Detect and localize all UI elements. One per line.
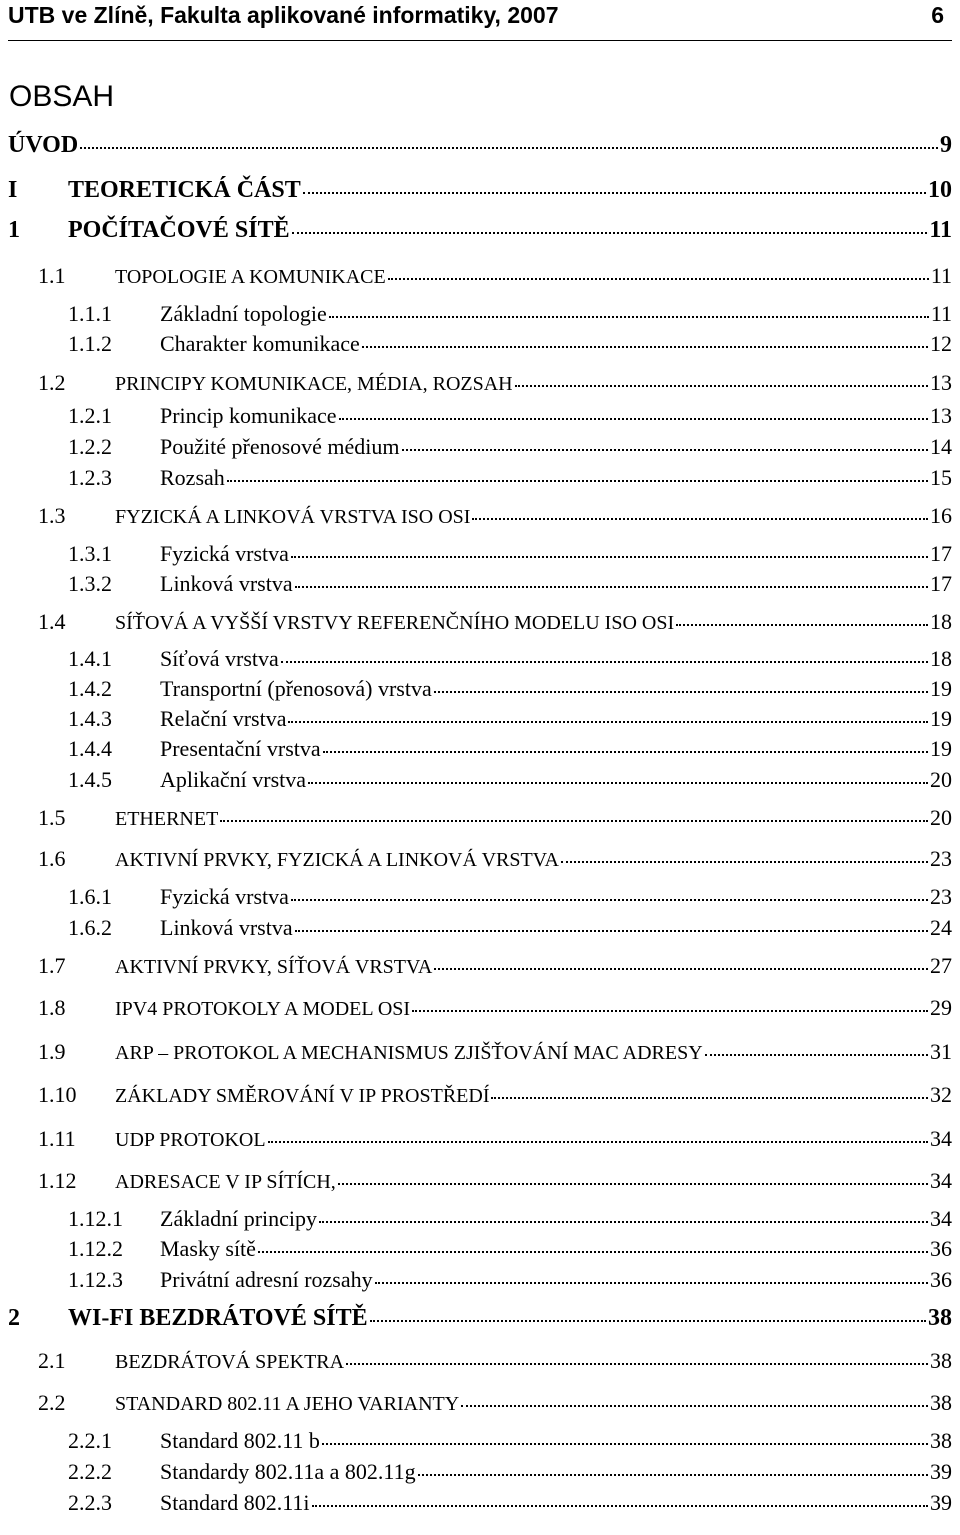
- dot-leader: [281, 661, 928, 663]
- toc-entry-number: 1.4.2: [68, 676, 112, 701]
- dot-leader: [323, 751, 928, 753]
- toc-entry-title: TOPOLOGIE A KOMUNIKACE: [115, 266, 386, 288]
- toc-entry-page: 27: [930, 953, 952, 978]
- toc-entry[interactable]: [0, 1235, 952, 1263]
- toc-entry-number: 1: [8, 217, 20, 243]
- toc-entry[interactable]: [0, 675, 952, 703]
- dot-leader: [329, 316, 929, 318]
- toc-entry[interactable]: [0, 433, 952, 461]
- toc-entry-page: 34: [930, 1206, 952, 1231]
- toc-heading: OBSAH: [9, 80, 115, 113]
- toc-entry[interactable]: [0, 402, 952, 430]
- dot-leader: [561, 861, 928, 863]
- dot-leader: [80, 147, 938, 149]
- header-title: UTB ve Zlíně, Fakulta aplikované informatiky, 2007: [8, 2, 559, 28]
- toc-entry-title: Privátní adresní rozsahy: [160, 1267, 373, 1292]
- toc-entry-title: ÚVOD: [8, 132, 79, 158]
- dot-leader: [295, 930, 928, 932]
- dot-leader: [319, 1221, 928, 1223]
- toc-entry[interactable]: [0, 1304, 952, 1332]
- toc-entry[interactable]: [0, 262, 952, 290]
- toc-entry[interactable]: [0, 645, 952, 673]
- toc-entry-page: 14: [930, 434, 952, 459]
- dot-leader: [362, 346, 928, 348]
- toc-entry[interactable]: [0, 845, 952, 873]
- toc-entry-title: TEORETICKÁ ČÁST: [68, 177, 301, 203]
- dot-leader: [338, 1183, 928, 1185]
- toc-entry-number: 1.1: [38, 263, 66, 288]
- dot-leader: [412, 1010, 928, 1012]
- toc-entry[interactable]: [0, 766, 952, 794]
- toc-entry-title: Základní principy: [160, 1206, 318, 1231]
- dot-leader: [268, 1141, 928, 1143]
- toc-entry-page: 13: [930, 370, 952, 395]
- toc-entry-number: 1.12.1: [68, 1206, 123, 1231]
- toc-entry-number: 2: [8, 1305, 20, 1331]
- toc-entry-number: 1.3.2: [68, 571, 112, 596]
- toc-entry-page: 18: [930, 646, 952, 671]
- toc-entry[interactable]: [0, 1458, 952, 1486]
- toc-entry-title: Základní topologie: [160, 301, 327, 326]
- dot-leader: [312, 1505, 929, 1507]
- toc-entry-number: 1.4.4: [68, 736, 112, 761]
- dot-leader: [322, 1443, 928, 1445]
- toc-entry[interactable]: [0, 502, 952, 530]
- toc-entry-page: 13: [930, 403, 952, 428]
- dot-leader: [339, 418, 928, 420]
- toc-entry-page: 10: [928, 177, 952, 203]
- toc-entry-title: Standardy 802.11a a 802.11g: [160, 1459, 416, 1484]
- dot-leader: [291, 556, 928, 558]
- toc-entry-title: Fyzická vrstva: [160, 541, 289, 566]
- toc-entry-number: 1.2.1: [68, 403, 112, 428]
- toc-entry-number: 2.2.2: [68, 1459, 112, 1484]
- toc-entry-page: 38: [930, 1428, 952, 1453]
- toc-entry-title: FYZICKÁ A LINKOVÁ VRSTVA ISO OSI: [115, 506, 471, 528]
- toc-entry[interactable]: [0, 1081, 952, 1109]
- toc-entry[interactable]: [0, 300, 952, 328]
- dot-leader: [388, 278, 929, 280]
- dot-leader: [346, 1363, 928, 1365]
- toc-entry-page: 39: [930, 1490, 952, 1515]
- toc-entry-number: 1.4: [38, 609, 66, 634]
- page-header: [8, 0, 952, 41]
- toc-entry-number: 1.9: [38, 1039, 66, 1064]
- toc-entry-number: 1.3: [38, 503, 66, 528]
- toc-entry-page: 20: [930, 767, 952, 792]
- dot-leader: [402, 449, 928, 451]
- dot-leader: [220, 820, 928, 822]
- toc-entry-number: 1.4.1: [68, 646, 112, 671]
- dot-leader: [291, 899, 928, 901]
- toc-entry-page: 19: [930, 676, 952, 701]
- toc-entry[interactable]: [0, 608, 952, 636]
- toc-entry-page: 34: [930, 1126, 952, 1151]
- toc-entry-number: 1.1.2: [68, 331, 112, 356]
- dot-leader: [434, 691, 928, 693]
- toc-entry-page: 15: [930, 465, 952, 490]
- toc-entry[interactable]: [0, 994, 952, 1022]
- dot-leader: [295, 586, 928, 588]
- toc-entry-title: Presentační vrstva: [160, 736, 321, 761]
- toc-entry-title: SÍŤOVÁ A VYŠŠÍ VRSTVY REFERENČNÍHO MODELU ISO OSI: [115, 612, 675, 634]
- toc-entry[interactable]: [0, 176, 952, 204]
- toc-entry-title: ADRESACE V IP SÍTÍCH,: [115, 1171, 336, 1193]
- toc-entry[interactable]: [0, 705, 952, 733]
- toc-entry-title: AKTIVNÍ PRVKY, FYZICKÁ A LINKOVÁ VRSTVA: [115, 849, 559, 871]
- toc-entry-title: POČÍTAČOVÉ SÍTĚ: [68, 217, 290, 243]
- toc-entry-page: 9: [940, 132, 952, 158]
- toc-entry[interactable]: [0, 1205, 952, 1233]
- toc-entry-page: 17: [930, 541, 952, 566]
- toc-entry[interactable]: [0, 1266, 952, 1294]
- toc-entry[interactable]: [0, 1389, 952, 1417]
- toc-entry-number: 1.7: [38, 953, 66, 978]
- toc-entry-title: Transportní (přenosová) vrstva: [160, 676, 432, 701]
- toc-entry[interactable]: [0, 1347, 952, 1375]
- toc-entry-page: 36: [930, 1267, 952, 1292]
- toc-entry-number: 1.6.2: [68, 915, 112, 940]
- toc-entry-page: 23: [930, 884, 952, 909]
- toc-entry-page: 11: [930, 301, 952, 326]
- toc-entry-page: 17: [930, 571, 952, 596]
- toc-entry-title: WI-FI BEZDRÁTOVÉ SÍTĚ: [68, 1305, 368, 1331]
- toc-entry-title: Standard 802.11 b: [160, 1428, 320, 1453]
- toc-entry[interactable]: [0, 804, 952, 832]
- toc-entry-number: 2.2: [38, 1390, 66, 1415]
- dot-leader: [258, 1251, 928, 1253]
- toc-entry[interactable]: [0, 369, 952, 397]
- toc-entry-number: I: [8, 177, 18, 203]
- toc-entry[interactable]: [0, 131, 952, 159]
- toc-entry-title: Aplikační vrstva: [160, 767, 307, 792]
- toc-entry-number: 1.2.2: [68, 434, 112, 459]
- toc-entry[interactable]: [0, 1038, 952, 1066]
- toc-entry-page: 31: [930, 1039, 952, 1064]
- toc-entry[interactable]: [0, 952, 952, 980]
- toc-entry-page: 38: [928, 1305, 952, 1331]
- toc-entry-page: 36: [930, 1236, 952, 1261]
- toc-entry-page: 38: [930, 1390, 952, 1415]
- toc-entry-title: PRINCIPY KOMUNIKACE, MÉDIA, ROZSAH: [115, 373, 513, 395]
- dot-leader: [418, 1474, 928, 1476]
- toc-entry-number: 2.1: [38, 1348, 66, 1373]
- toc-entry-number: 2.2.1: [68, 1428, 112, 1453]
- toc-entry-page: 39: [930, 1459, 952, 1484]
- toc-entry-page: 18: [930, 609, 952, 634]
- toc-entry-page: 23: [930, 846, 952, 871]
- dot-leader: [472, 518, 928, 520]
- dot-leader: [370, 1320, 926, 1322]
- dot-leader: [308, 782, 928, 784]
- toc-entry-title: UDP PROTOKOL: [115, 1129, 266, 1151]
- toc-entry[interactable]: [0, 330, 952, 358]
- toc-entry-title: STANDARD 802.11 A JEHO VARIANTY: [115, 1393, 460, 1415]
- toc-entry-page: 32: [930, 1082, 952, 1107]
- toc-entry-number: 1.2.3: [68, 465, 112, 490]
- toc-entry[interactable]: [0, 1167, 952, 1195]
- toc-entry-number: 1.10: [38, 1082, 77, 1107]
- toc-entry-title: IPV4 PROTOKOLY A MODEL OSI: [115, 998, 411, 1020]
- toc-entry-title: Použité přenosové médium: [160, 434, 400, 459]
- toc-entry-title: Princip komunikace: [160, 403, 337, 428]
- dot-leader: [491, 1097, 928, 1099]
- toc-entry-page: 19: [930, 736, 952, 761]
- toc-entry-page: 24: [930, 915, 952, 940]
- toc-entry-page: 20: [930, 805, 952, 830]
- toc-entry-title: ZÁKLADY SMĚROVÁNÍ V IP PROSTŘEDÍ: [115, 1085, 490, 1107]
- toc-entry-number: 1.8: [38, 995, 66, 1020]
- toc-entry[interactable]: [0, 540, 952, 568]
- toc-entry-number: 1.12: [38, 1168, 77, 1193]
- toc-entry-title: Relační vrstva: [160, 706, 287, 731]
- toc-entry-number: 1.5: [38, 805, 66, 830]
- toc-entry-title: Fyzická vrstva: [160, 884, 289, 909]
- toc-entry-page: 34: [930, 1168, 952, 1193]
- toc-entry-number: 1.6: [38, 846, 66, 871]
- toc-entry-page: 16: [930, 503, 952, 528]
- toc-entry[interactable]: [0, 216, 952, 244]
- dot-leader: [303, 192, 926, 194]
- toc-entry-number: 1.6.1: [68, 884, 112, 909]
- toc-entry[interactable]: [0, 1489, 952, 1517]
- toc-entry-page: 11: [930, 263, 952, 288]
- toc-entry[interactable]: [0, 914, 952, 942]
- toc-entry-number: 1.2: [38, 370, 66, 395]
- toc-entry-title: Charakter komunikace: [160, 331, 360, 356]
- dot-leader: [227, 480, 928, 482]
- dot-leader: [676, 624, 928, 626]
- toc-entry-number: 1.1.1: [68, 301, 112, 326]
- toc-entry-number: 1.12.3: [68, 1267, 123, 1292]
- toc-entry-page: 29: [930, 995, 952, 1020]
- toc-entry-title: Standard 802.11i: [160, 1490, 310, 1515]
- toc-entry-number: 1.11: [38, 1126, 76, 1151]
- toc-entry[interactable]: [0, 1427, 952, 1455]
- dot-leader: [288, 721, 928, 723]
- toc-entry-page: 12: [930, 331, 952, 356]
- toc-entry-title: Rozsah: [160, 465, 225, 490]
- toc-entry-number: 1.4.5: [68, 767, 112, 792]
- dot-leader: [375, 1282, 928, 1284]
- dot-leader: [515, 385, 928, 387]
- toc-entry-title: ARP – PROTOKOL A MECHANISMUS ZJIŠŤOVÁNÍ MAC ADRESY: [115, 1042, 703, 1064]
- toc-entry[interactable]: [0, 883, 952, 911]
- toc-entry-page: 19: [930, 706, 952, 731]
- toc-entry-title: Síťová vrstva: [160, 646, 279, 671]
- toc-entry[interactable]: [0, 570, 952, 598]
- toc-entry-title: BEZDRÁTOVÁ SPEKTRA: [115, 1351, 345, 1373]
- toc-entry[interactable]: [0, 464, 952, 492]
- dot-leader: [434, 968, 928, 970]
- toc-entry-title: Linková vrstva: [160, 915, 293, 940]
- toc-entry-title: AKTIVNÍ PRVKY, SÍŤOVÁ VRSTVA: [115, 956, 433, 978]
- toc-entry-page: 38: [930, 1348, 952, 1373]
- toc-entry-number: 2.2.3: [68, 1490, 112, 1515]
- toc-entry-page: 11: [929, 217, 952, 243]
- toc-entry-title: ETHERNET: [115, 808, 219, 830]
- toc-entry-number: 1.4.3: [68, 706, 112, 731]
- toc-entry[interactable]: [0, 1125, 952, 1153]
- toc-entry-number: 1.12.2: [68, 1236, 123, 1261]
- header-page-number: 6: [931, 2, 944, 28]
- dot-leader: [705, 1054, 928, 1056]
- toc-entry[interactable]: [0, 735, 952, 763]
- toc-entry-title: Linková vrstva: [160, 571, 293, 596]
- toc-entry-number: 1.3.1: [68, 541, 112, 566]
- dot-leader: [292, 232, 928, 234]
- toc-entry-title: Masky sítě: [160, 1236, 256, 1261]
- dot-leader: [461, 1405, 928, 1407]
